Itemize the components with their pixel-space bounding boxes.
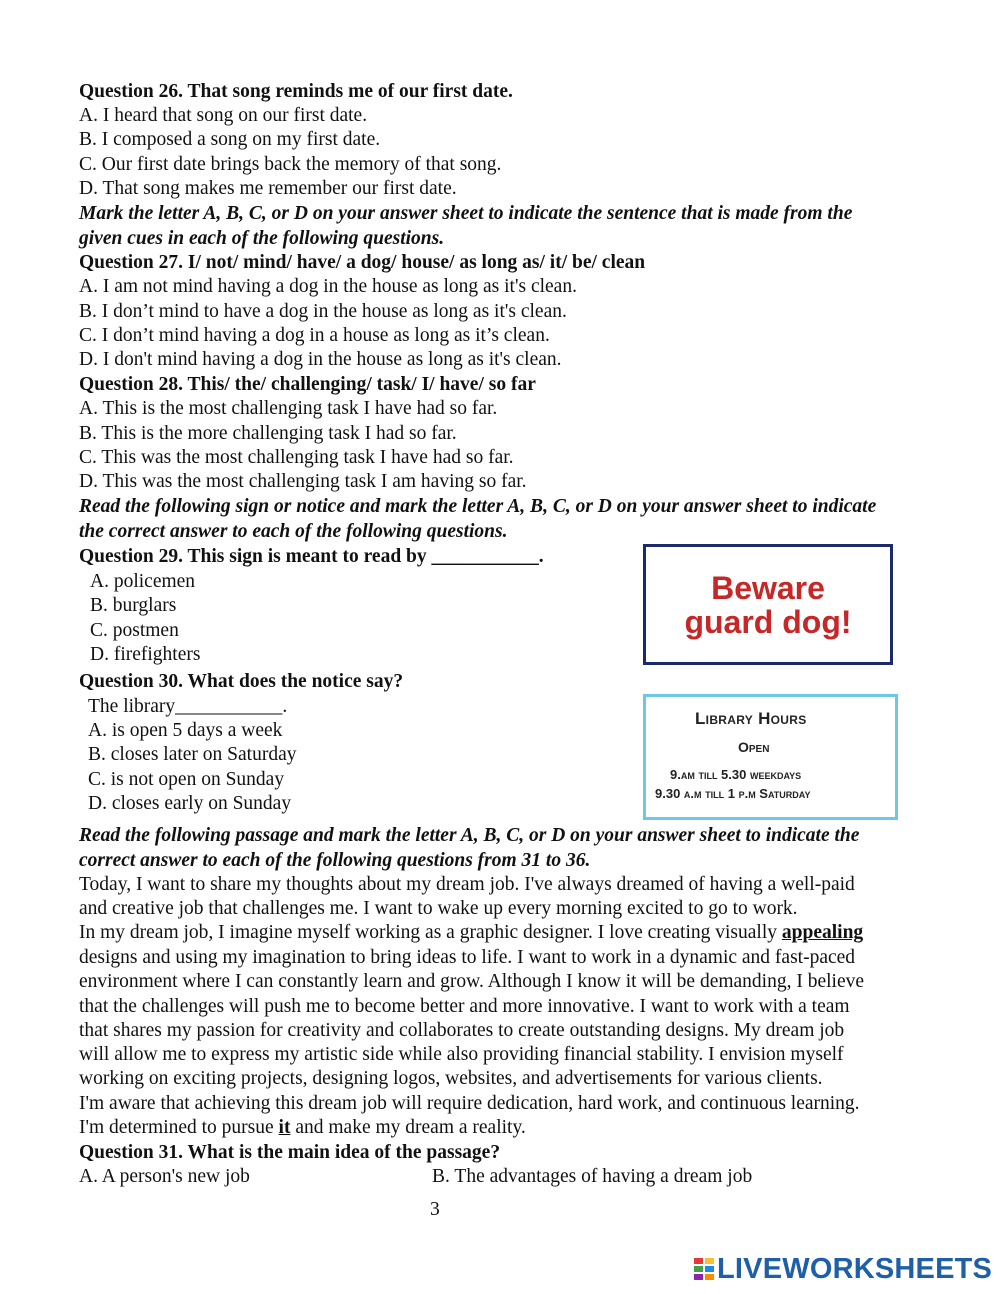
page-number: 3 <box>430 1199 440 1220</box>
q30-option-d: D. closes early on Sunday <box>88 793 292 814</box>
q31-question: Question 31. What is the main idea of the passage? <box>79 1142 501 1163</box>
q27-option-c: C. I don’t mind having a dog in a house as long as it’s clean. <box>79 325 550 346</box>
passage-line <box>79 921 863 945</box>
notice-saturday: 9.30 a.m till 1 p.m Saturday <box>655 786 811 801</box>
passage-line: that shares my passion for creativity and collaborates to create outstanding designs. My dream job <box>79 1020 845 1041</box>
passage-text: In my dream job, I imagine myself working as a graphic designer. I love creating visually <box>79 922 782 943</box>
passage-line: will allow me to express my artistic side while also providing financial stability. I envision myself <box>79 1044 844 1065</box>
instruction-sentence-building-2: given cues in each of the following questions. <box>79 228 445 249</box>
q30-option-a: A. is open 5 days a week <box>88 720 283 741</box>
sign-line-1: Beware <box>711 569 825 606</box>
beware-dog-sign <box>643 544 893 665</box>
liveworksheets-logo[interactable] <box>693 1253 992 1285</box>
q27-option-a: A. I am not mind having a dog in the house as long as it's clean. <box>79 276 577 297</box>
instruction-sign-2: the correct answer to each of the following questions. <box>79 521 508 542</box>
notice-open: Open <box>738 739 770 755</box>
liveworksheets-icon <box>693 1256 715 1282</box>
passage-text: and make my dream a reality. <box>290 1117 526 1138</box>
q28-option-d: D. This was the most challenging task I am having so far. <box>79 471 527 492</box>
sign-line-2: guard dog! <box>684 603 852 640</box>
passage-line: environment where I can constantly learn and grow. Although I know it will be demanding, I believe <box>79 971 865 992</box>
passage-line: that the challenges will push me to become better and more innovative. I want to work with a team <box>79 996 850 1017</box>
q29-option-d: D. firefighters <box>90 644 201 665</box>
instruction-sentence-building-1: Mark the letter A, B, C, or D on your answer sheet to indicate the sentence that is made from the <box>79 203 853 224</box>
q28-option-b: B. This is the more challenging task I had so far. <box>79 423 457 444</box>
q30-option-b: B. closes later on Saturday <box>88 744 297 765</box>
library-hours-notice <box>643 694 898 820</box>
notice-title: Library Hours <box>695 709 807 728</box>
q28-option-a: A. This is the most challenging task I have had so far. <box>79 398 498 419</box>
passage-line: designs and using my imagination to bring ideas to life. I want to work in a dynamic and fast-paced <box>79 947 856 968</box>
notice-weekdays: 9.am till 5.30 weekdays <box>670 767 802 782</box>
q30-option-c: C. is not open on Sunday <box>88 769 285 790</box>
passage-line: and creative job that challenges me. I want to wake up every morning excited to go to work. <box>79 898 798 919</box>
q29-option-c: C. postmen <box>90 620 179 641</box>
q27-question: Question 27. I/ not/ mind/ have/ a dog/ house/ as long as/ it/ be/ clean <box>79 252 646 273</box>
highlighted-word-it: it <box>278 1117 291 1138</box>
q26-option-d: D. That song makes me remember our first date. <box>79 178 457 199</box>
q28-question: Question 28. This/ the/ challenging/ task/ I/ have/ so far <box>79 374 536 395</box>
instruction-passage-1: Read the following passage and mark the letter A, B, C, or D on your answer sheet to indicate the <box>79 825 860 846</box>
q29-option-b: B. burglars <box>90 595 177 616</box>
q27-option-b: B. I don’t mind to have a dog in the house as long as it's clean. <box>79 301 567 322</box>
q31-option-a: A. A person's new job <box>79 1166 250 1187</box>
q29-question: Question 29. This sign is meant to read by ___________. <box>79 546 544 567</box>
q27-option-d: D. I don't mind having a dog in the house as long as it's clean. <box>79 349 562 370</box>
passage-line: I'm aware that achieving this dream job will require dedication, hard work, and continuous learning. <box>79 1093 860 1114</box>
instruction-sign-1: Read the following sign or notice and mark the letter A, B, C, or D on your answer sheet to indicate <box>79 496 877 517</box>
q30-stem: The library___________. <box>88 696 288 717</box>
passage-line: working on exciting projects, designing logos, websites, and advertisements for various clients. <box>79 1068 823 1089</box>
q30-question: Question 30. What does the notice say? <box>79 671 404 692</box>
passage-line <box>79 1116 526 1140</box>
passage-text: I'm determined to pursue <box>79 1117 279 1138</box>
q26-question: Question 26. That song reminds me of our first date. <box>79 81 513 102</box>
q29-option-a: A. policemen <box>90 571 196 592</box>
instruction-passage-2: correct answer to each of the following questions from 31 to 36. <box>79 850 591 871</box>
q26-option-c: C. Our first date brings back the memory of that song. <box>79 154 502 175</box>
q26-option-b: B. I composed a song on my first date. <box>79 129 381 150</box>
passage-line: Today, I want to share my thoughts about my dream job. I've always dreamed of having a well-paid <box>79 874 855 895</box>
q26-option-a: A. I heard that song on our first date. <box>79 105 368 126</box>
brand-name: LIVEWORKSHEETS <box>717 1252 993 1285</box>
q28-option-c: C. This was the most challenging task I have had so far. <box>79 447 514 468</box>
q31-option-b: B. The advantages of having a dream job <box>432 1166 753 1187</box>
highlighted-word-appealing: appealing <box>781 922 864 943</box>
